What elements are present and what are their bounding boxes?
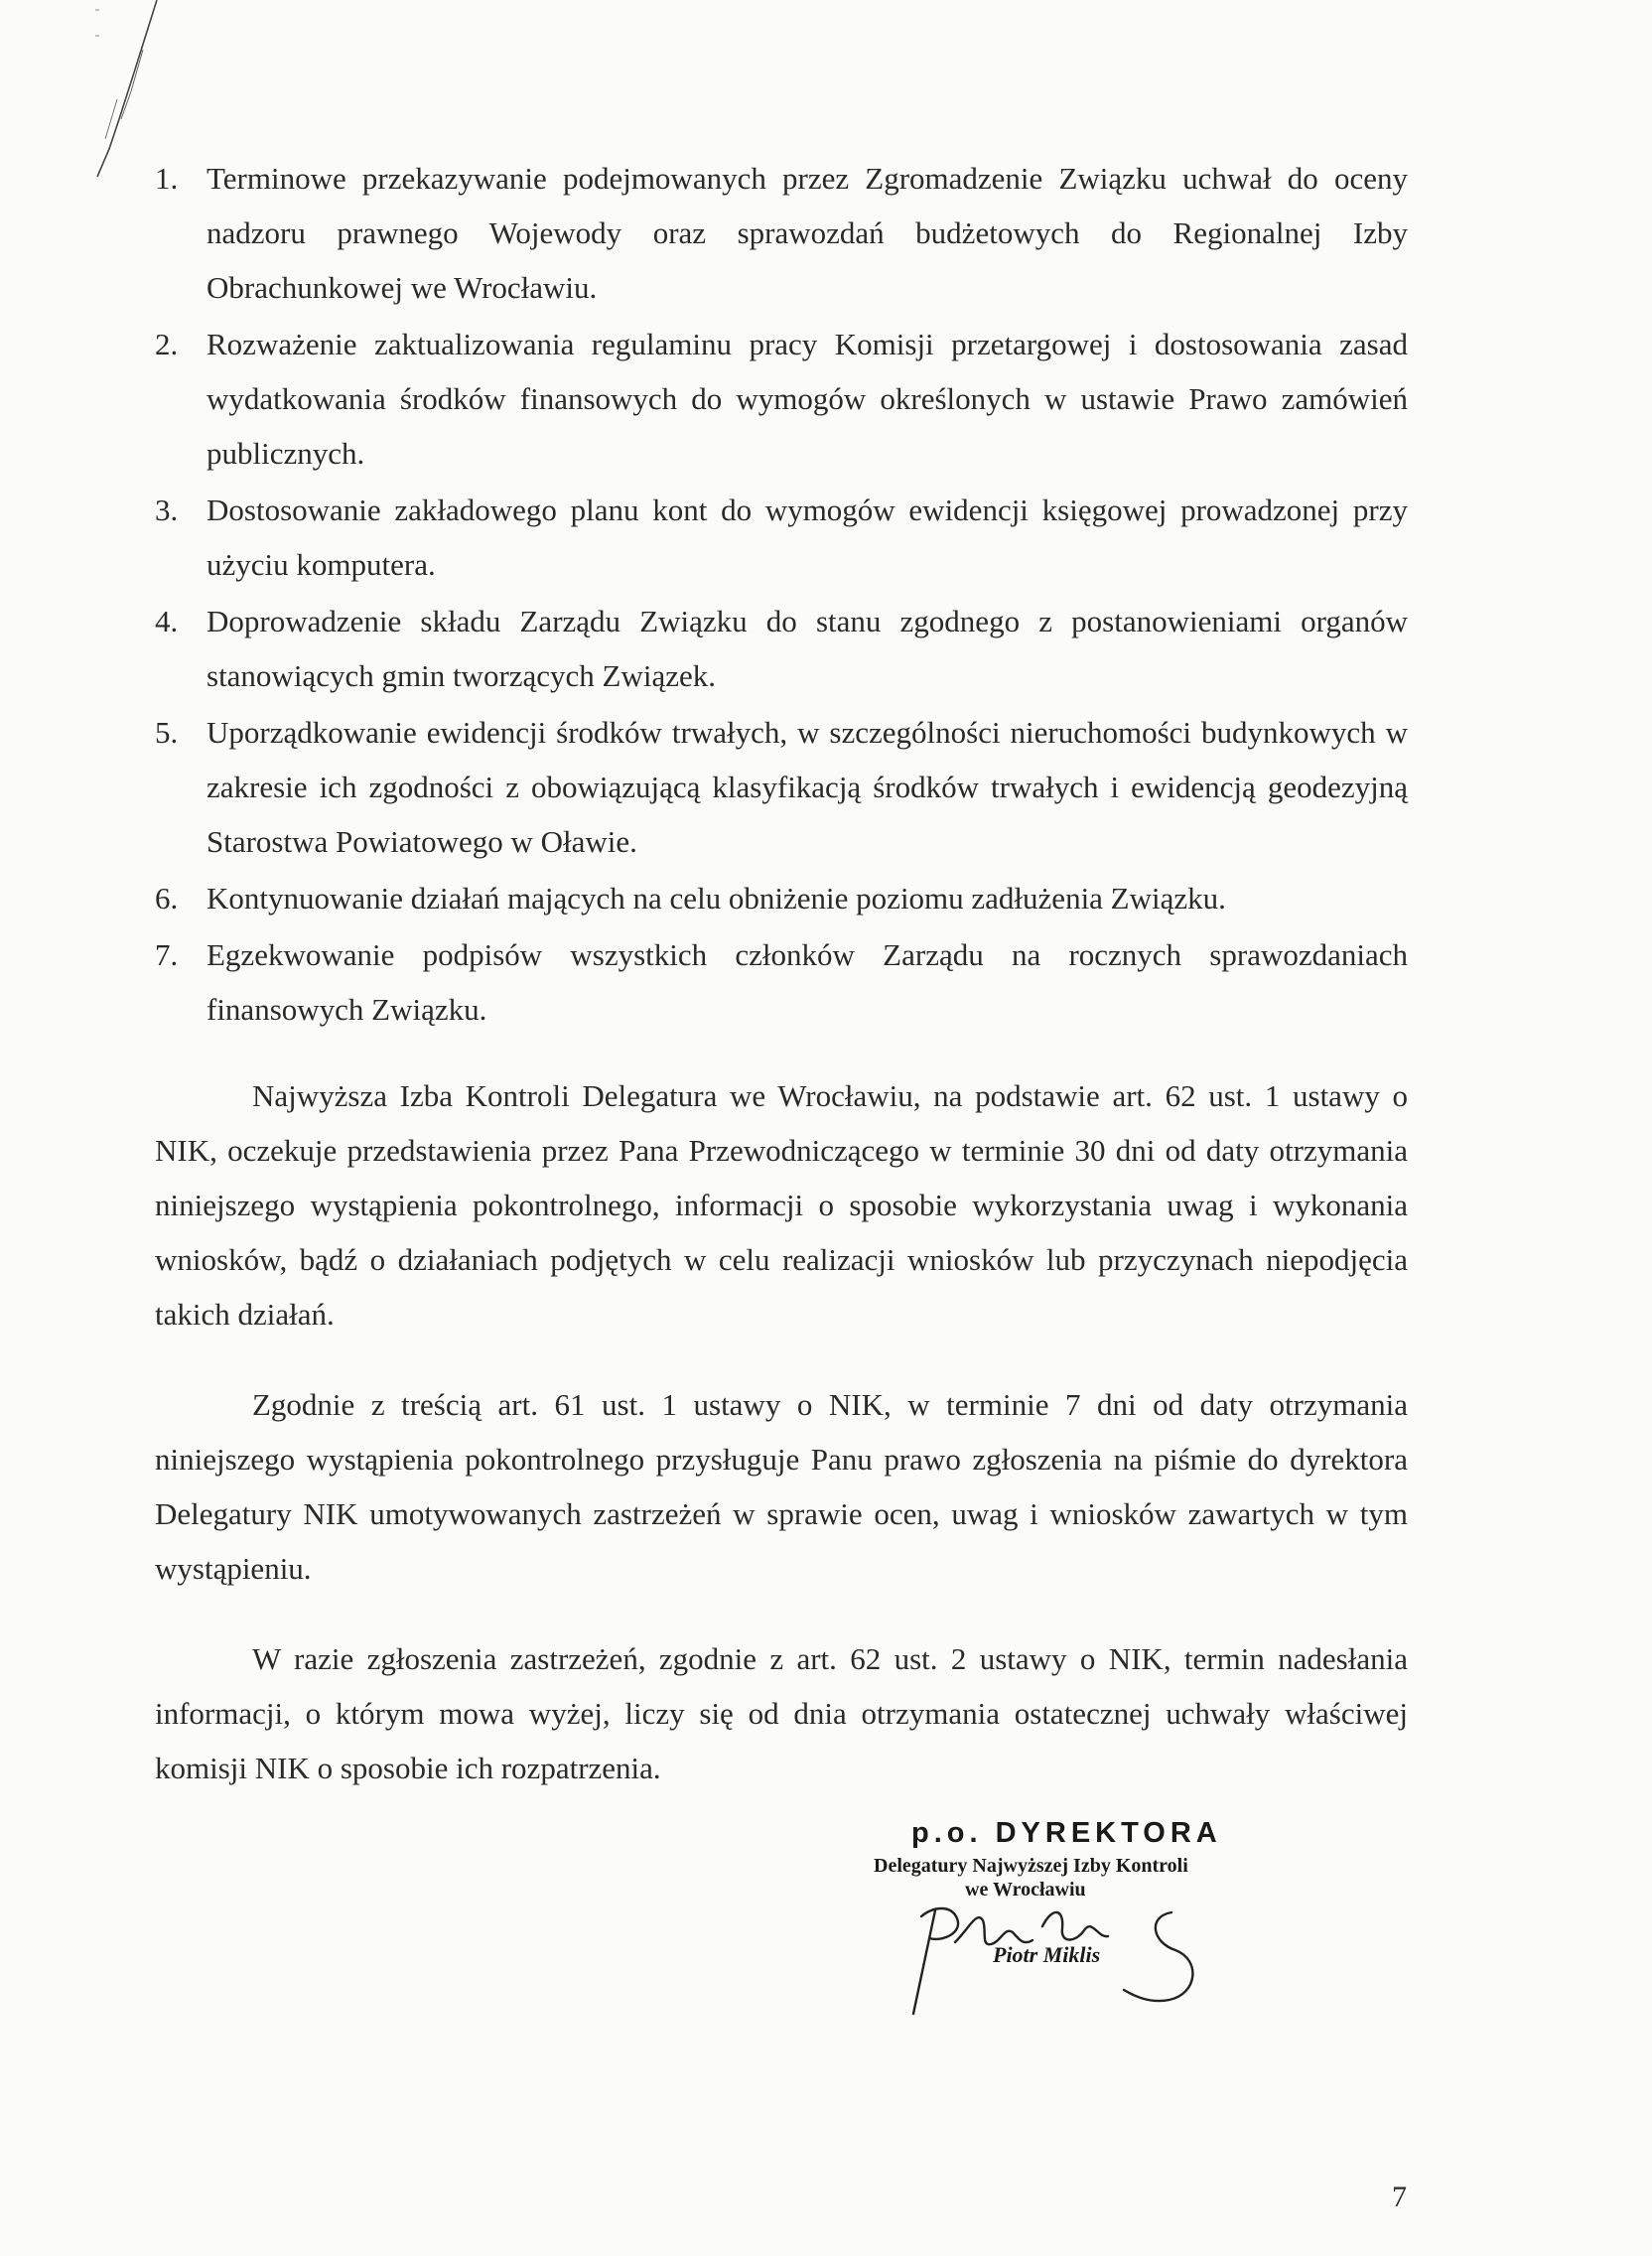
paragraph-objection-right: Zgodnie z treścią art. 61 ust. 1 ustawy o NIK, w terminie 7 dni od daty otrzymania niniejszego wystąpienia pokontrolnego przysługuje Panu prawo zgłoszenia na piśmie do dyrektora Delegatury NIK umotywowanych zastrzeżeń w sprawie ocen, uwag i wniosków zawartych w tym wystąpieniu. — [155, 1387, 1408, 1586]
paragraph-response-request: Najwyższa Izba Kontroli Delegatura we Wrocławiu, na podstawie art. 62 ust. 1 ustawy o NIK, oczekuje przedstawienia przez Pana Przewodniczącego w terminie 30 dni od daty otrzymania niniejszego wystąpienia pokontrolnego, informacji o sposobie wykorzystania uwag i wykonania wniosków, bądź o działaniach podjętych w celu realizacji wniosków lub przyczynach niepodjęcia takich działań. — [155, 1078, 1408, 1332]
paragraph-deadline-info: W razie zgłoszenia zastrzeżeń, zgodnie z art. 62 ust. 2 ustawy o NIK, termin nadesłania informacji, o którym mowa wyżej, liczy się od dnia otrzymania ostatecznej uchwały właściwej komisji NIK o sposobie ich rozpatrzenia. — [155, 1641, 1408, 1785]
recommendations-list — [155, 151, 1408, 1037]
list-item — [155, 317, 1408, 481]
director-stamp — [874, 1817, 1291, 2006]
item-number: 1. — [155, 161, 179, 196]
item-text: Rozważenie zaktualizowania regulaminu pracy Komisji przetargowej i dostosowania zasad wydatkowania środków finansowych do wymogów określonych w ustawie Prawo zamówień publicznych. — [206, 327, 1408, 471]
item-text: Kontynuowanie działań mających na celu obniżenie poziomu zadłużenia Związku. — [206, 881, 1226, 916]
item-text: Doprowadzenie składu Zarządu Związku do stanu zgodnego z postanowieniami organów stanowiących gmin tworzących Związek. — [206, 604, 1408, 693]
list-item — [155, 483, 1408, 592]
list-item — [155, 871, 1408, 925]
list-item — [155, 705, 1408, 869]
item-number: 5. — [155, 715, 179, 750]
handwritten-signature — [874, 1847, 1291, 2016]
item-number: 7. — [155, 937, 179, 972]
item-number: 3. — [155, 493, 179, 527]
document-body — [155, 151, 1408, 1795]
item-number: 6. — [155, 881, 179, 916]
item-number: 2. — [155, 327, 179, 361]
page-number: 7 — [1392, 2181, 1407, 2213]
scan-margin-mark — [40, 0, 169, 199]
list-item — [155, 151, 1408, 315]
item-text: Egzekwowanie podpisów wszystkich członków Zarządu na rocznych sprawozdaniach finansowych Związku. — [206, 937, 1408, 1027]
stamp-title: p.o. DYREKTORA — [911, 1817, 1222, 1849]
item-text: Uporządkowanie ewidencji środków trwałych, w szczególności nieruchomości budynkowych w zakresie ich zgodności z obowiązującą klasyfikacją środków trwałych i ewidencją geodezyjną Starostwa Powiatowego w Oławie. — [206, 715, 1408, 859]
list-item — [155, 927, 1408, 1037]
stamp-institution: Delegatury Najwyższej Izby Kontroli — [874, 1855, 1188, 1877]
stamp-city: we Wrocławiu — [965, 1879, 1086, 1901]
list-item — [155, 594, 1408, 703]
item-text: Terminowe przekazywanie podejmowanych przez Zgromadzenie Związku uchwał do oceny nadzoru prawnego Wojewody oraz sprawozdań budżetowych do Regionalnej Izby Obrachunkowej we Wrocławiu. — [206, 161, 1408, 305]
item-number: 4. — [155, 604, 179, 638]
item-text: Dostosowanie zakładowego planu kont do wymogów ewidencji księgowej prowadzonej przy użyciu komputera. — [206, 493, 1408, 582]
stamp-signatory-name: Piotr Miklis — [993, 1942, 1101, 1967]
